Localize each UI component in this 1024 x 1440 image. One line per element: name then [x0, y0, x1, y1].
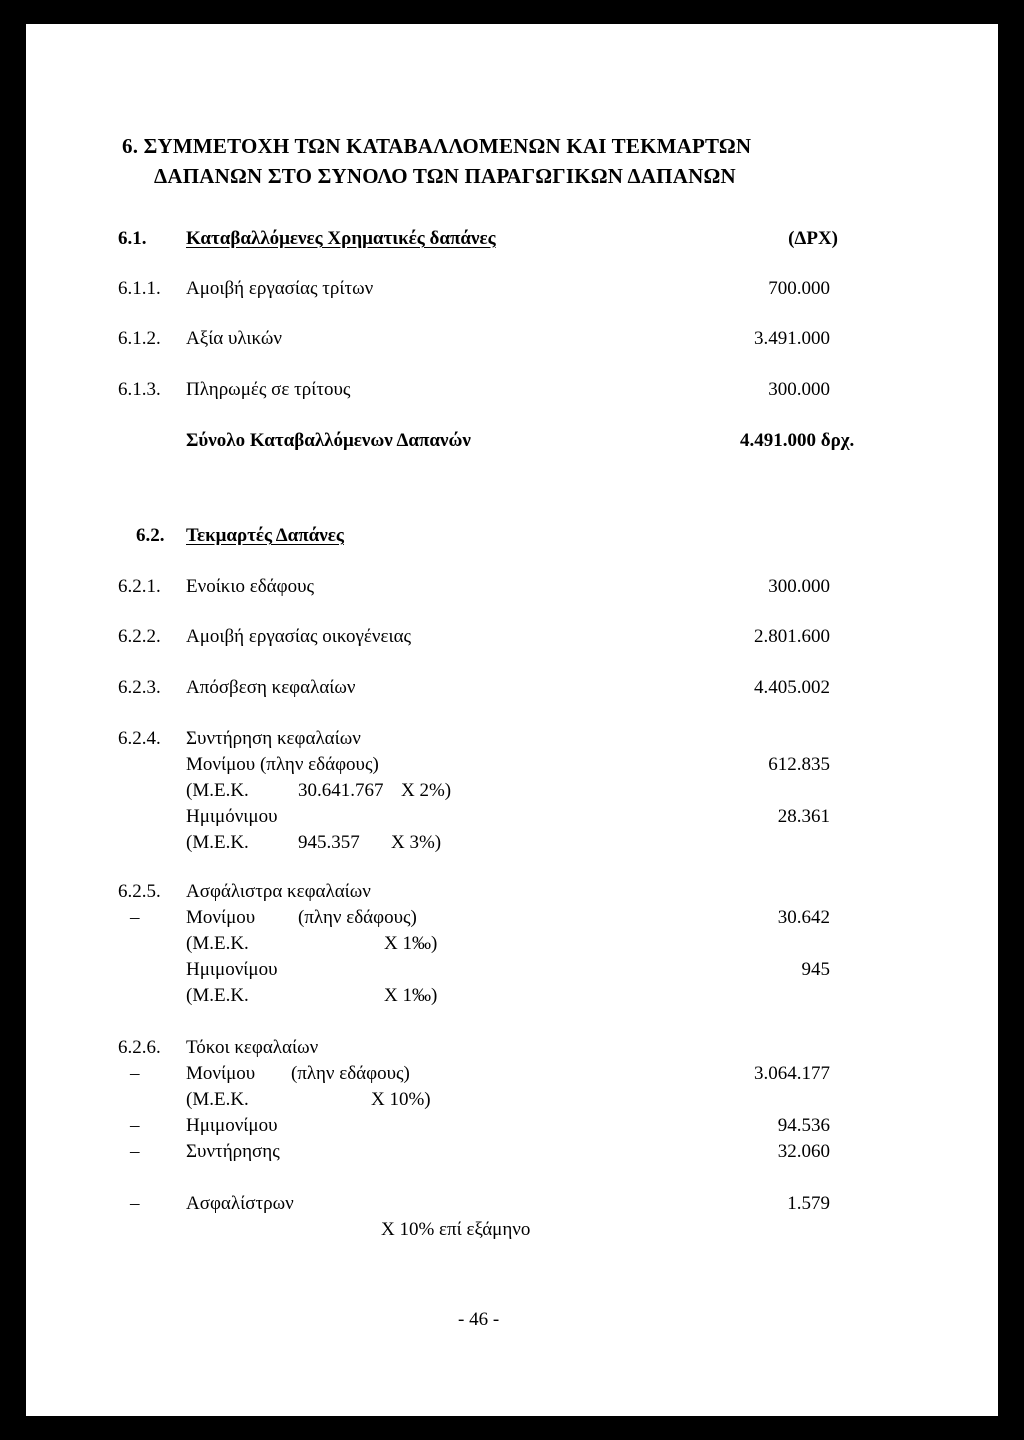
- row-6-2-1-number: 6.2.1.: [118, 576, 161, 597]
- row-6-2-5-mek2-label: (Μ.Ε.Κ.: [186, 985, 249, 1006]
- row-6-2-4-mek2-rate: Χ 3%): [391, 832, 442, 853]
- currency-unit: (ΔΡΧ): [788, 228, 838, 249]
- row-6-2-6-dash-2: –: [130, 1115, 140, 1136]
- document-page: [26, 24, 998, 1416]
- row-6-2-4-mek-amount: 30.641.767: [298, 780, 384, 801]
- row-6-2-4-mek2-label: (Μ.Ε.Κ.: [186, 832, 249, 853]
- row-6-1-2-number: 6.1.2.: [118, 328, 161, 349]
- row-6-1-3-label: Πληρωμές σε τρίτους: [186, 379, 351, 400]
- row-6-2-4-number: 6.2.4.: [118, 728, 161, 749]
- row-6-2-5-semi-label: Ημιμονίμου: [186, 959, 278, 980]
- row-6-1-3-number: 6.1.3.: [118, 379, 161, 400]
- row-6-2-5-label: Ασφάλιστρα κεφαλαίων: [186, 881, 371, 902]
- row-6-2-6-dash-3: –: [130, 1141, 140, 1162]
- row-6-2-4-permanent-label: Μονίμου (πλην εδάφους): [186, 754, 379, 775]
- row-6-1-3-value: 300.000: [768, 379, 830, 400]
- row-6-2-6-maintenance-value: 32.060: [777, 1141, 830, 1162]
- section-6-1-title: Καταβαλλόμενες Χρηματικές δαπάνες: [186, 228, 496, 249]
- row-6-2-3-number: 6.2.3.: [118, 677, 161, 698]
- row-6-2-6-dash-4: –: [130, 1193, 140, 1214]
- row-6-2-4-mek-label: (Μ.Ε.Κ.: [186, 780, 249, 801]
- row-6-2-6-insurance-rate: Χ 10% επί εξάμηνο: [381, 1219, 531, 1240]
- row-6-2-5-mek-rate: Χ 1‰): [384, 933, 438, 954]
- section-6-2-title: Τεκμαρτές Δαπάνες: [186, 525, 344, 546]
- total-label: Σύνολο Καταβαλλόμενων Δαπανών: [186, 430, 471, 451]
- row-6-2-3-label: Απόσβεση κεφαλαίων: [186, 677, 356, 698]
- row-6-2-6-maintenance-label: Συντήρησης: [186, 1141, 280, 1162]
- row-6-2-5-permanent-note: (πλην εδάφους): [298, 907, 417, 928]
- row-6-1-1-number: 6.1.1.: [118, 278, 161, 299]
- row-6-2-4-mek-rate: Χ 2%): [401, 780, 452, 801]
- row-6-2-6-permanent-value: 3.064.177: [754, 1063, 830, 1084]
- title-line-2: ΔΑΠΑΝΩΝ ΣΤΟ ΣΥΝΟΛΟ ΤΩΝ ΠΑΡΑΓΩΓΙΚΩΝ ΔΑΠΑΝΩΝ: [154, 164, 736, 188]
- row-6-2-5-semi-value: 945: [801, 959, 830, 980]
- row-6-2-6-semi-label: Ημιμονίμου: [186, 1115, 278, 1136]
- row-6-2-4-permanent-value: 612.835: [768, 754, 830, 775]
- row-6-2-4-label: Συντήρηση κεφαλαίων: [186, 728, 361, 749]
- row-6-1-2-value: 3.491.000: [754, 328, 830, 349]
- row-6-2-2-label: Αμοιβή εργασίας οικογένειας: [186, 626, 412, 647]
- row-6-2-6-dash-1: –: [130, 1063, 140, 1084]
- row-6-2-5-mek2-rate: Χ 1‰): [384, 985, 438, 1006]
- row-6-2-3-value: 4.405.002: [754, 677, 830, 698]
- row-6-2-4-mek2-amount: 945.357: [298, 832, 360, 853]
- row-6-2-1-value: 300.000: [768, 576, 830, 597]
- row-6-2-1-label: Ενοίκιο εδάφους: [186, 576, 315, 597]
- row-6-2-6-permanent-note: (πλην εδάφους): [291, 1063, 410, 1084]
- row-6-1-1-value: 700.000: [768, 278, 830, 299]
- row-6-2-4-semi-value: 28.361: [777, 806, 830, 827]
- row-6-2-2-number: 6.2.2.: [118, 626, 161, 647]
- row-6-2-5-number: 6.2.5.: [118, 881, 161, 902]
- section-6-2-number: 6.2.: [136, 525, 165, 546]
- row-6-1-1-label: Αμοιβή εργασίας τρίτων: [186, 278, 374, 299]
- row-6-2-6-insurance-value: 1.579: [787, 1193, 830, 1214]
- total-value: 4.491.000 δρχ.: [740, 430, 855, 451]
- row-6-2-6-mek-rate: Χ 10%): [371, 1089, 431, 1110]
- row-6-2-5-permanent-value: 30.642: [777, 907, 830, 928]
- row-6-2-6-mek-label: (Μ.Ε.Κ.: [186, 1089, 249, 1110]
- row-6-2-2-value: 2.801.600: [754, 626, 830, 647]
- section-6-1-number: 6.1.: [118, 228, 147, 249]
- row-6-2-5-mek-label: (Μ.Ε.Κ.: [186, 933, 249, 954]
- row-6-2-6-insurance-label: Ασφαλίστρων: [186, 1193, 294, 1214]
- page-number: - 46 -: [458, 1309, 500, 1330]
- row-6-2-6-number: 6.2.6.: [118, 1037, 161, 1058]
- row-6-1-2-label: Αξία υλικών: [186, 328, 283, 349]
- row-6-2-5-dash: –: [130, 907, 140, 928]
- row-6-2-6-label: Τόκοι κεφαλαίων: [186, 1037, 319, 1058]
- row-6-2-4-semi-label: Ημιμόνιμου: [186, 806, 278, 827]
- title-line-1: 6. ΣΥΜΜΕΤΟΧΗ ΤΩΝ ΚΑΤΑΒΑΛΛΟΜΕΝΩΝ ΚΑΙ ΤΕΚΜΑΡΤΩΝ: [122, 134, 752, 158]
- row-6-2-6-semi-value: 94.536: [777, 1115, 830, 1136]
- row-6-2-6-permanent-label: Μονίμου: [186, 1063, 256, 1084]
- row-6-2-5-permanent-label: Μονίμου: [186, 907, 256, 928]
